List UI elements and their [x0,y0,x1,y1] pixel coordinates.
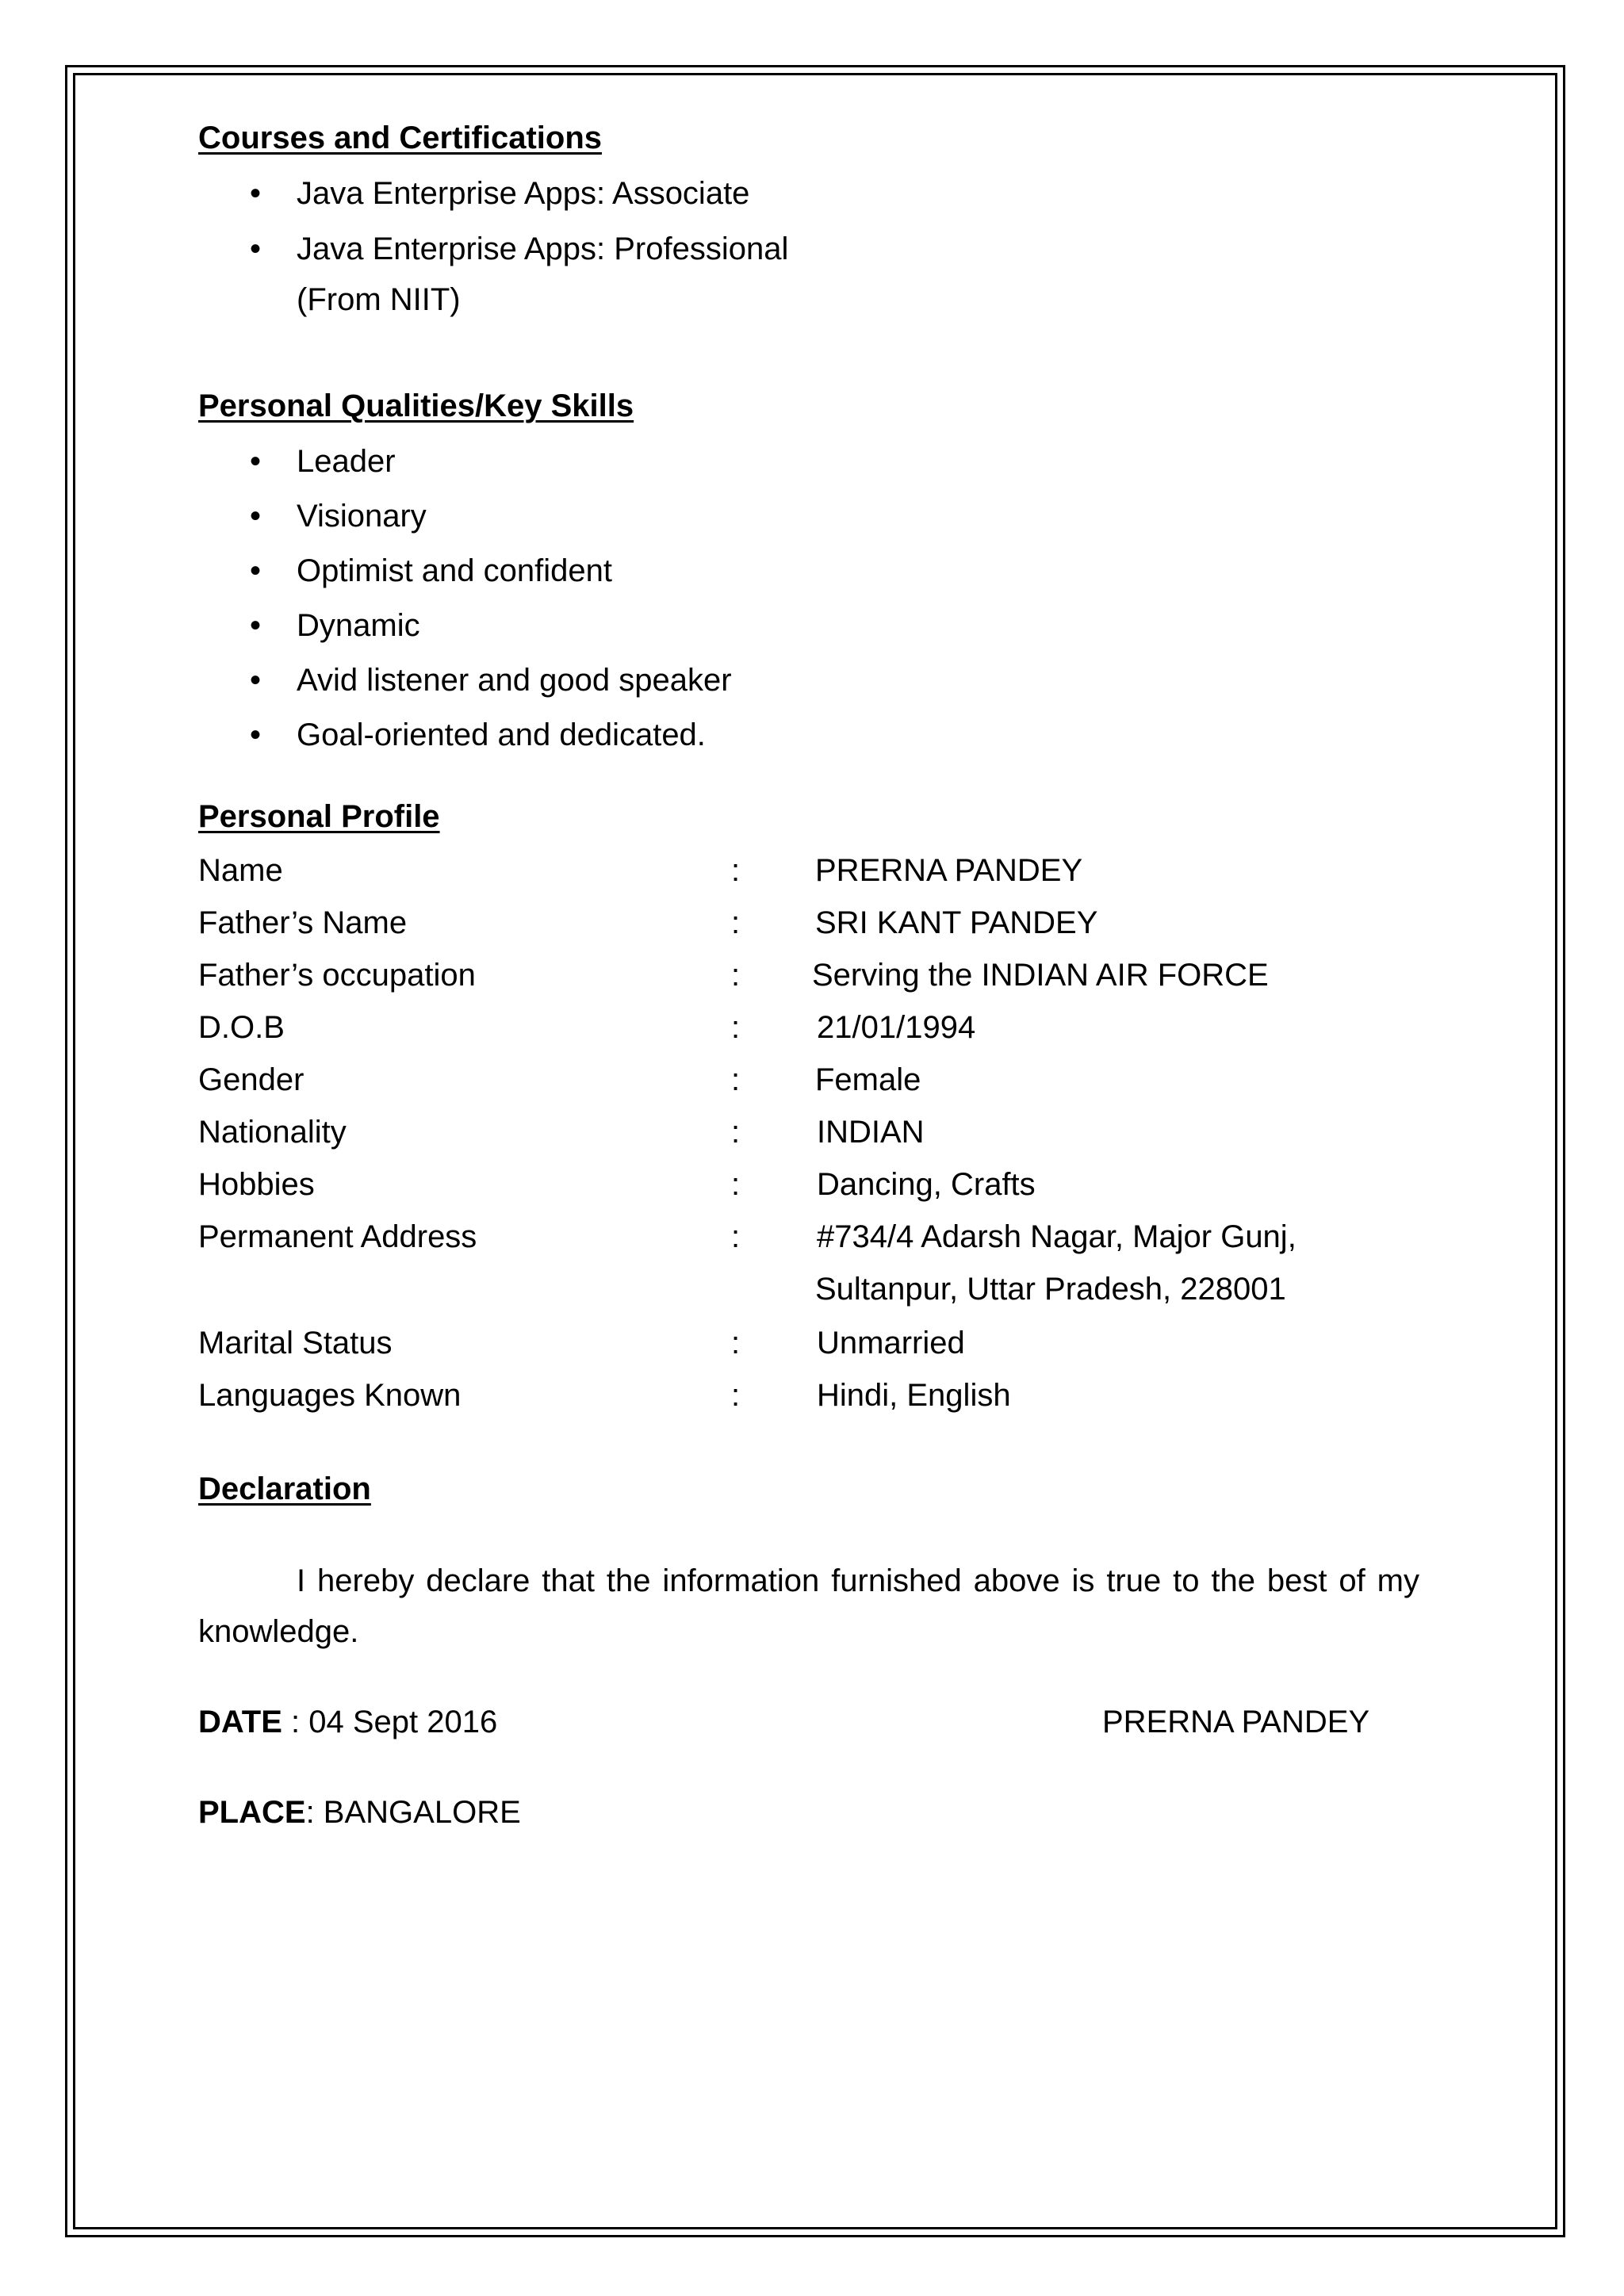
qualities-list [198,442,732,771]
profile-row-name [198,851,1435,896]
declaration-heading: Declaration [198,1471,371,1506]
list-item: • Java Enterprise Apps: Associate [198,174,788,230]
list-item: • Goal-oriented and dedicated. [198,716,732,771]
qualities-heading: Personal Qualities/Key Skills [198,388,634,423]
profile-label: Nationality [198,1115,347,1150]
place-value: : BANGALORE [305,1795,521,1830]
list-item: • Visionary [198,497,732,552]
profile-label: Gender [198,1062,304,1097]
profile-row-address-line2 [198,1270,1435,1314]
profile-colon: : [731,853,741,888]
profile-colon: : [731,1219,741,1254]
profile-row-dob [198,1008,1435,1053]
profile-colon: : [731,958,741,993]
profile-colon: : [731,1378,741,1413]
profile-row-gender [198,1061,1435,1105]
courses-heading: Courses and Certifications [198,121,603,155]
profile-colon: : [731,1167,741,1202]
profile-value: Serving the INDIAN AIR FORCE [812,958,1269,993]
profile-value: SRI KANT PANDEY [815,905,1098,940]
profile-label: D.O.B [198,1010,285,1045]
profile-label: Father’s Name [198,905,408,940]
list-item: • Optimist and confident [198,552,732,607]
profile-row-marital-status [198,1324,1435,1368]
profile-colon: : [731,1062,741,1097]
profile-value: PRERNA PANDEY [815,853,1083,888]
profile-label: Marital Status [198,1326,393,1360]
profile-value: Sultanpur, Uttar Pradesh, 228001 [815,1272,1286,1307]
profile-colon: : [731,1115,741,1150]
profile-row-languages [198,1376,1435,1421]
list-item: • Avid listener and good speaker [198,661,732,716]
profile-value: Unmarried [817,1326,965,1360]
profile-row-fathers-occupation [198,956,1435,1001]
profile-row-hobbies [198,1165,1435,1210]
profile-value: Female [815,1062,921,1097]
date-line [198,1703,497,1741]
profile-value: Hindi, English [817,1378,1011,1413]
profile-colon: : [731,905,741,940]
signature-name: PRERNA PANDEY [1102,1705,1370,1739]
profile-colon: : [731,1010,741,1045]
date-value: : 04 Sept 2016 [282,1705,498,1739]
profile-value: 21/01/1994 [817,1010,976,1045]
profile-row-permanent-address [198,1218,1435,1262]
profile-label: Languages Known [198,1378,462,1413]
declaration-text: I hereby declare that the information furnished above is true to the best of my knowledge. [198,1563,1419,1649]
profile-heading: Personal Profile [198,799,440,834]
courses-note: (From NIIT) [297,282,461,317]
profile-label: Hobbies [198,1167,315,1202]
profile-label: Name [198,853,283,888]
profile-value: INDIAN [817,1115,925,1150]
profile-label: Father’s occupation [198,958,476,993]
list-item: • Dynamic [198,607,732,661]
profile-label: Permanent Address [198,1219,477,1254]
place-label: PLACE [198,1795,306,1830]
profile-row-fathers-name [198,904,1435,948]
profile-colon: : [731,1326,741,1360]
list-item: • Leader [198,442,732,497]
profile-row-nationality [198,1113,1435,1158]
date-label: DATE [198,1705,282,1739]
courses-list [198,174,788,319]
place-line [198,1793,521,1831]
profile-value: #734/4 Adarsh Nagar, Major Gunj, [817,1219,1297,1254]
profile-value: Dancing, Crafts [817,1167,1036,1202]
list-item: • Java Enterprise Apps: Professional [198,230,788,281]
